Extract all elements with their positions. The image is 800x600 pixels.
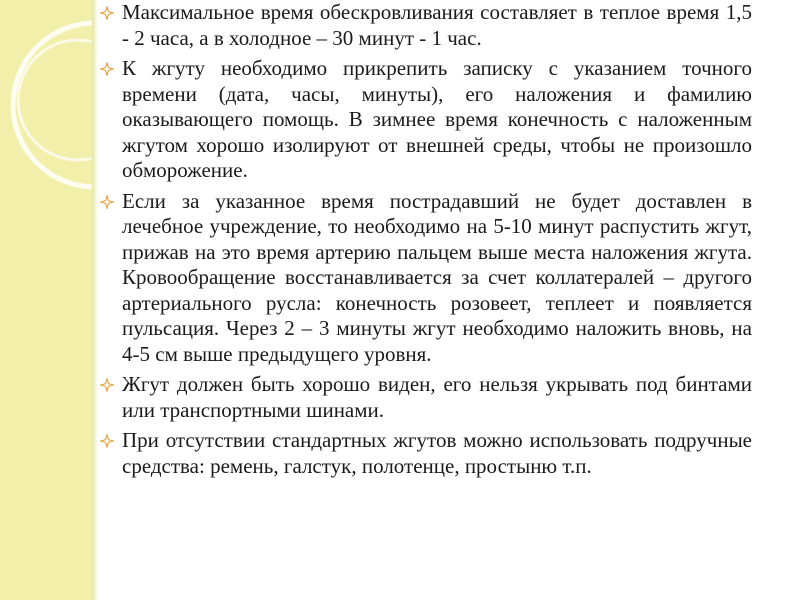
- bullet-star-icon: [100, 6, 114, 20]
- decorative-circles-icon: [0, 0, 92, 600]
- bullet-text: Жгут должен быть хорошо виден, его нельзя укрывать под бинтами или транспортными шинами.: [122, 372, 752, 422]
- decorative-side-band: [0, 0, 92, 600]
- bullet-item-2: [98, 56, 752, 184]
- bullet-text: К жгуту необходимо прикрепить записку с указанием точного времени (дата, часы, минуты), его наложения и фамилию оказывающего помощь. В зимнее время конечность с наложенным жгутом хорошо изолируют от внешней среды, чтобы не произошло обморожение.: [122, 56, 752, 182]
- bullet-item-1: [98, 0, 752, 51]
- bullet-text: При отсутствии стандартных жгутов можно использовать подручные средства: ремень, галстук, полотенце, простыню т.п.: [122, 428, 752, 478]
- bullet-star-icon: [100, 378, 114, 392]
- bullet-star-icon: [100, 195, 114, 209]
- bullet-list: [98, 0, 752, 479]
- bullet-star-icon: [100, 434, 114, 448]
- bullet-text: Если за указанное время пострадавший не будет доставлен в лечебное учреждение, то необходимо на 5-10 минут распустить жгут, прижав на это время артерию пальцем выше места наложения жгута. Кровообращение восстанавливается за счет коллатералей – другого артериального русла: конечность розовеет, теплеет и появляется пульсация. Через 2 – 3 минуты жгут необходимо наложить вновь, на 4-5 см выше предыдущего уровня.: [122, 188, 752, 366]
- bullet-star-icon: [100, 62, 114, 76]
- bullet-text: Максимальное время обескровливания составляет в теплое время 1,5 - 2 часа, а в холодное – 30 минут - 1 час.: [122, 0, 752, 50]
- bullet-item-4: [98, 372, 752, 423]
- slide-content: [98, 0, 752, 600]
- bullet-item-3: [98, 189, 752, 368]
- bullet-item-5: [98, 428, 752, 479]
